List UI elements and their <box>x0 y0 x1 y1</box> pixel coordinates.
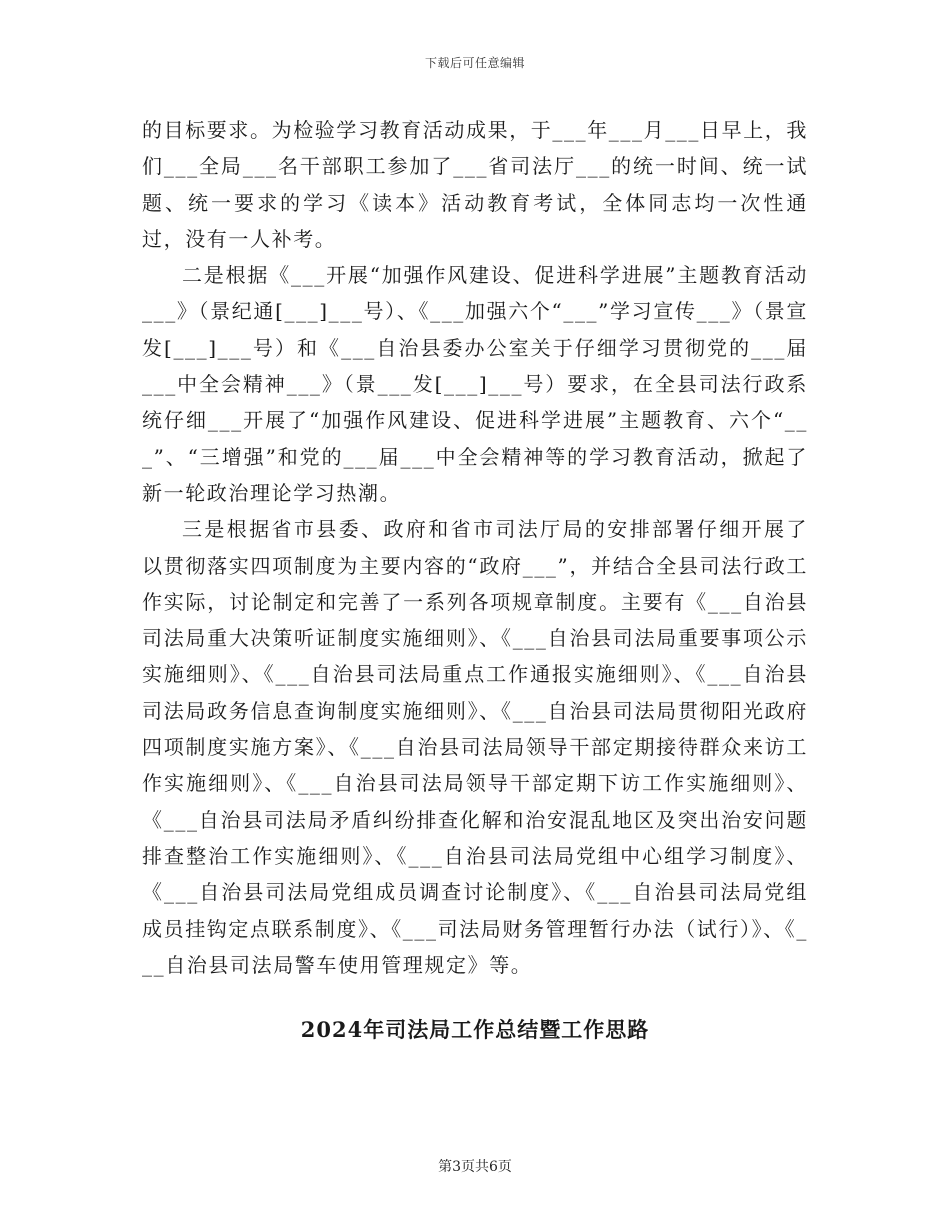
section-title: 2024年司法局工作总结暨工作思路 <box>300 1017 650 1042</box>
page-header-note: 下载后可任意编辑 <box>424 56 525 70</box>
paragraph-point-two: 二是根据《___开展“加强作风建设、促进科学进展”主题教育活动___》（景纪通[___]___号）、《___加强六个“___”学习宣传___》（景宣发[___]___号）和《___自治县委办公室关于仔细学习贯彻党的___届___中全会精神___》（景___发[___]___号）要求，在全县司法行政系统仔细___开展了“加强作风建设、促进科学进展”主题教育、六个“___”、“三增强”和党的___届___中全会精神等的学习教育活动，掀起了新一轮政治理论学习热潮。 <box>142 263 808 505</box>
paragraph-continuation: 的目标要求。为检验学习教育活动成果，于___年___月___日早上，我们___全局___名干部职工参加了___省司法厅___的统一时间、统一试题、统一要求的学习《读本》活动教育考试，全体同志均一次性通过，没有一人补考。 <box>142 118 808 251</box>
page-number-footer: 第3页共6页 <box>438 1159 512 1175</box>
document-body <box>142 112 808 983</box>
paragraph-point-three: 三是根据省市县委、政府和省市司法厅局的安排部署仔细开展了以贯彻落实四项制度为主要内容的“政府___”，并结合全县司法行政工作实际，讨论制定和完善了一系列各项规章制度。主要有《___自治县司法局重大决策听证制度实施细则》、《___自治县司法局重要事项公示实施细则》、《___自治县司法局重点工作通报实施细则》、《___自治县司法局政务信息查询制度实施细则》、《___自治县司法局贯彻阳光政府四项制度实施方案》、《___自治县司法局领导干部定期接待群众来访工作实施细则》、《___自治县司法局领导干部定期下访工作实施细则》、《___自治县司法局矛盾纠纷排查化解和治安混乱地区及突出治安问题排查整治工作实施细则》、《___自治县司法局党组中心组学习制度》、《___自治县司法局党组成员调查讨论制度》、《___自治县司法局党组成员挂钩定点联系制度》、《___司法局财务管理暂行办法（试行）》、《___自治县司法局警车使用管理规定》等。 <box>142 517 808 977</box>
